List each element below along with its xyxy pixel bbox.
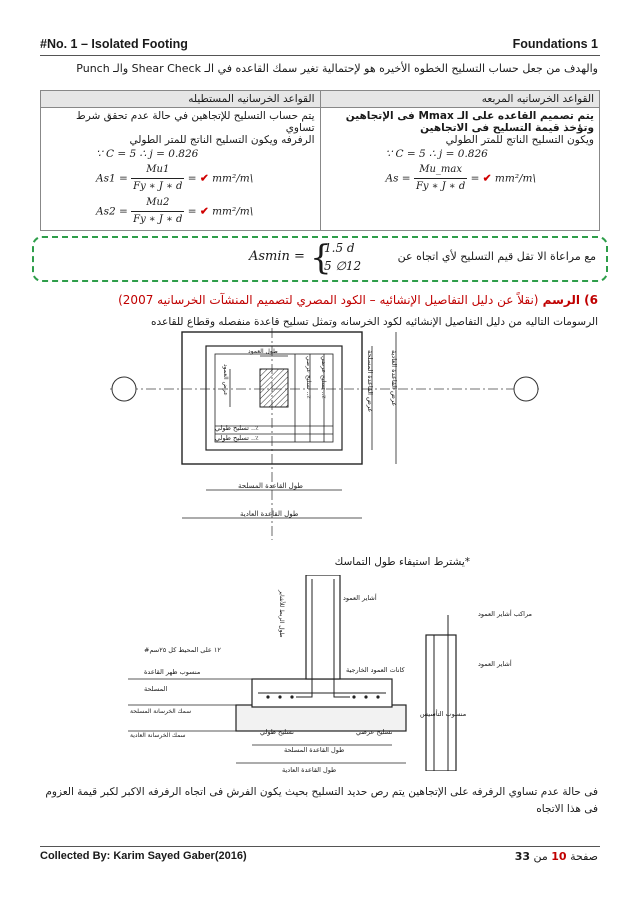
header-subject: Foundations 1: [512, 37, 598, 51]
rect-line2: الرفرفه ويكون التسليح الناتج للمتر الطولي: [129, 134, 315, 146]
sec-splice-label: مراكب أشاير العمود: [478, 610, 533, 618]
sec-dowel-length: طول الربط للأشاير: [278, 590, 285, 638]
as-denominator: Fy ∗ J ∗ d: [415, 181, 466, 192]
asmin-case1: 1.5 d: [324, 241, 355, 255]
section6-title: الرسم: [542, 293, 580, 307]
sec-pc-thickness: سمك الخرسانة العادية: [130, 732, 186, 739]
asmin-box: [32, 236, 608, 282]
column-stub: [306, 575, 340, 679]
plan-long-rft-2: تسليح طولي ..٪: [215, 434, 259, 442]
asmin-label: مع مراعاة الا تقل قيم التسليح لأي اتجاه عن: [397, 250, 596, 263]
plan-rc-length: طول القاعدة المسلحة: [238, 482, 303, 490]
header-title: #No. 1 – Isolated Footing: [40, 37, 188, 51]
square-line1: يتم تصميم القاعده على الـ Mmax فى الإتجاهين: [345, 110, 594, 122]
section6-heading: [38, 293, 598, 307]
sec-pc-length: طول القاعدة العادية: [282, 766, 337, 774]
as1-equation: [46, 162, 315, 195]
plan-trans-rft: تسليح عرضي ..٪: [305, 356, 312, 399]
as-equation: [326, 162, 595, 195]
plan-col-length: طول العمود: [248, 348, 278, 355]
sec-rc-length: طول القاعدة المسلحة: [284, 746, 345, 754]
plan-pc-width: عرض القاعدة العادية: [390, 350, 398, 407]
rect-line1: يتم حساب التسليح للإتجاهين في حالة عدم تحقق شرط تساوي: [76, 110, 315, 134]
sec-bars-spacing: #١٢ على المحيط كل ٢٥سم: [144, 646, 221, 654]
footer-page-word: صفحة: [570, 850, 598, 863]
bond-length-note: *يشترط استيفاء طول التماسك: [334, 556, 470, 568]
square-line2: وتؤخذ قيمة التسليح فى الاتجاهين: [420, 122, 594, 134]
footer-page-current: 10: [551, 850, 567, 863]
closing-line-1: فى حالة عدم تساوي الرفرفه على الإتجاهين يتم رص حديد التسليح بحيث يكون الفرش فى اتجاه الرفرفه الاكبر لكبر قيمة العزوم: [45, 786, 598, 798]
as1-lhs: As1 =: [96, 172, 128, 185]
as1-fraction: [131, 162, 184, 195]
square-consts: ∵ C = 5 ∴ j = 0.826: [385, 148, 488, 160]
sec-column-ties: كانات العمود الخارجية: [346, 666, 405, 674]
plan-trans-rft-2: تسليح عرضي ..٪: [320, 356, 327, 399]
as2-fraction: [131, 195, 184, 228]
grid-bubble-left: [112, 377, 136, 401]
square-footing-cell: [320, 108, 600, 231]
footer-rule: [40, 846, 600, 847]
footer-page-number: [515, 850, 598, 863]
as-numerator: Mu_max: [414, 162, 467, 179]
comparison-table: [40, 90, 600, 231]
sec-column-dowels: أشاير العمود: [343, 594, 377, 602]
column-splice-outline: [426, 635, 456, 771]
plan-col-width: عرض العمود: [222, 364, 229, 396]
sec-rc-thickness: سمك الخرسانة المسلحة: [130, 708, 192, 715]
as2-numerator: Mu2: [131, 195, 184, 212]
plan-pc-length: طول القاعدة العادية: [240, 510, 299, 518]
grid-bubble-right: [514, 377, 538, 401]
as-fraction: [414, 162, 467, 195]
col-square-header: القواعد الخرسانيه المربعه: [320, 91, 600, 108]
header-rule: [40, 55, 600, 56]
sec-rc-label: المسلحة: [144, 685, 168, 693]
section6-source: (نقلاً عن دليل التفاصيل الإنشائيه – الكود المصري لتصميم المنشآت الخرسانيه 2007): [118, 293, 539, 307]
as1-numerator: Mu1: [131, 162, 184, 179]
sec-foundation-level: منسوب التأسيس: [420, 710, 467, 718]
plan-long-rft: تسليح طولي ..٪: [215, 424, 259, 432]
plan-rc-width: عرض القاعدة المسلحة: [366, 350, 374, 413]
intro-text: والهدف من جعل حساب التسليح الخطوه الأخيره هو لإحتمالية تغير سمك القاعده في الـ Shear Check والـ Punch: [76, 62, 598, 75]
asmin-lhs: Asmin =: [249, 249, 305, 264]
square-line3: ويكون التسليح الناتج للمتر الطولي: [445, 134, 594, 146]
sec-long-rft: تسليح طولي: [260, 728, 294, 736]
as2-equation: [46, 195, 315, 228]
sec-column-dowels-2: أشاير العمود: [478, 660, 512, 668]
rect-footing-cell: [41, 108, 321, 231]
footer-page-total: 33: [514, 850, 531, 863]
section6-number: 6): [584, 293, 598, 307]
column-section: [260, 369, 288, 407]
as2-denominator: Fy ∗ J ∗ d: [133, 214, 183, 225]
col-rect-header: القواعد الخرسانيه المستطيله: [41, 91, 321, 108]
as2-unit: = ✔ mm²/m\: [187, 205, 254, 218]
footer-page-of: من: [533, 850, 548, 863]
sec-trans-rft: تسليح عرضي: [356, 728, 393, 736]
as2-lhs: As2 =: [96, 205, 128, 218]
as1-unit: = ✔ mm²/m\: [187, 172, 254, 185]
sec-top-level: منسوب ظهر القاعدة: [144, 668, 201, 676]
footer-author: Collected By: Karim Sayed Gaber(2016): [40, 850, 247, 862]
asmin-brace: {: [310, 238, 332, 278]
closing-line-2: فى هذا الاتجاه: [536, 803, 598, 815]
as-unit: = ✔ mm²/m\: [470, 172, 537, 185]
section6-desc: الرسومات التاليه من دليل التفاصيل الإنشائيه لكود الخرسانه وتمثل تسليح قاعدة منفصله وقطاع للقاعده: [151, 316, 598, 328]
rect-consts: ∵ C = 5 ∴ j = 0.826: [96, 148, 199, 160]
asmin-case2: 5 ∅12: [324, 259, 362, 273]
as-lhs: As =: [385, 172, 411, 185]
as1-denominator: Fy ∗ J ∗ d: [133, 181, 183, 192]
